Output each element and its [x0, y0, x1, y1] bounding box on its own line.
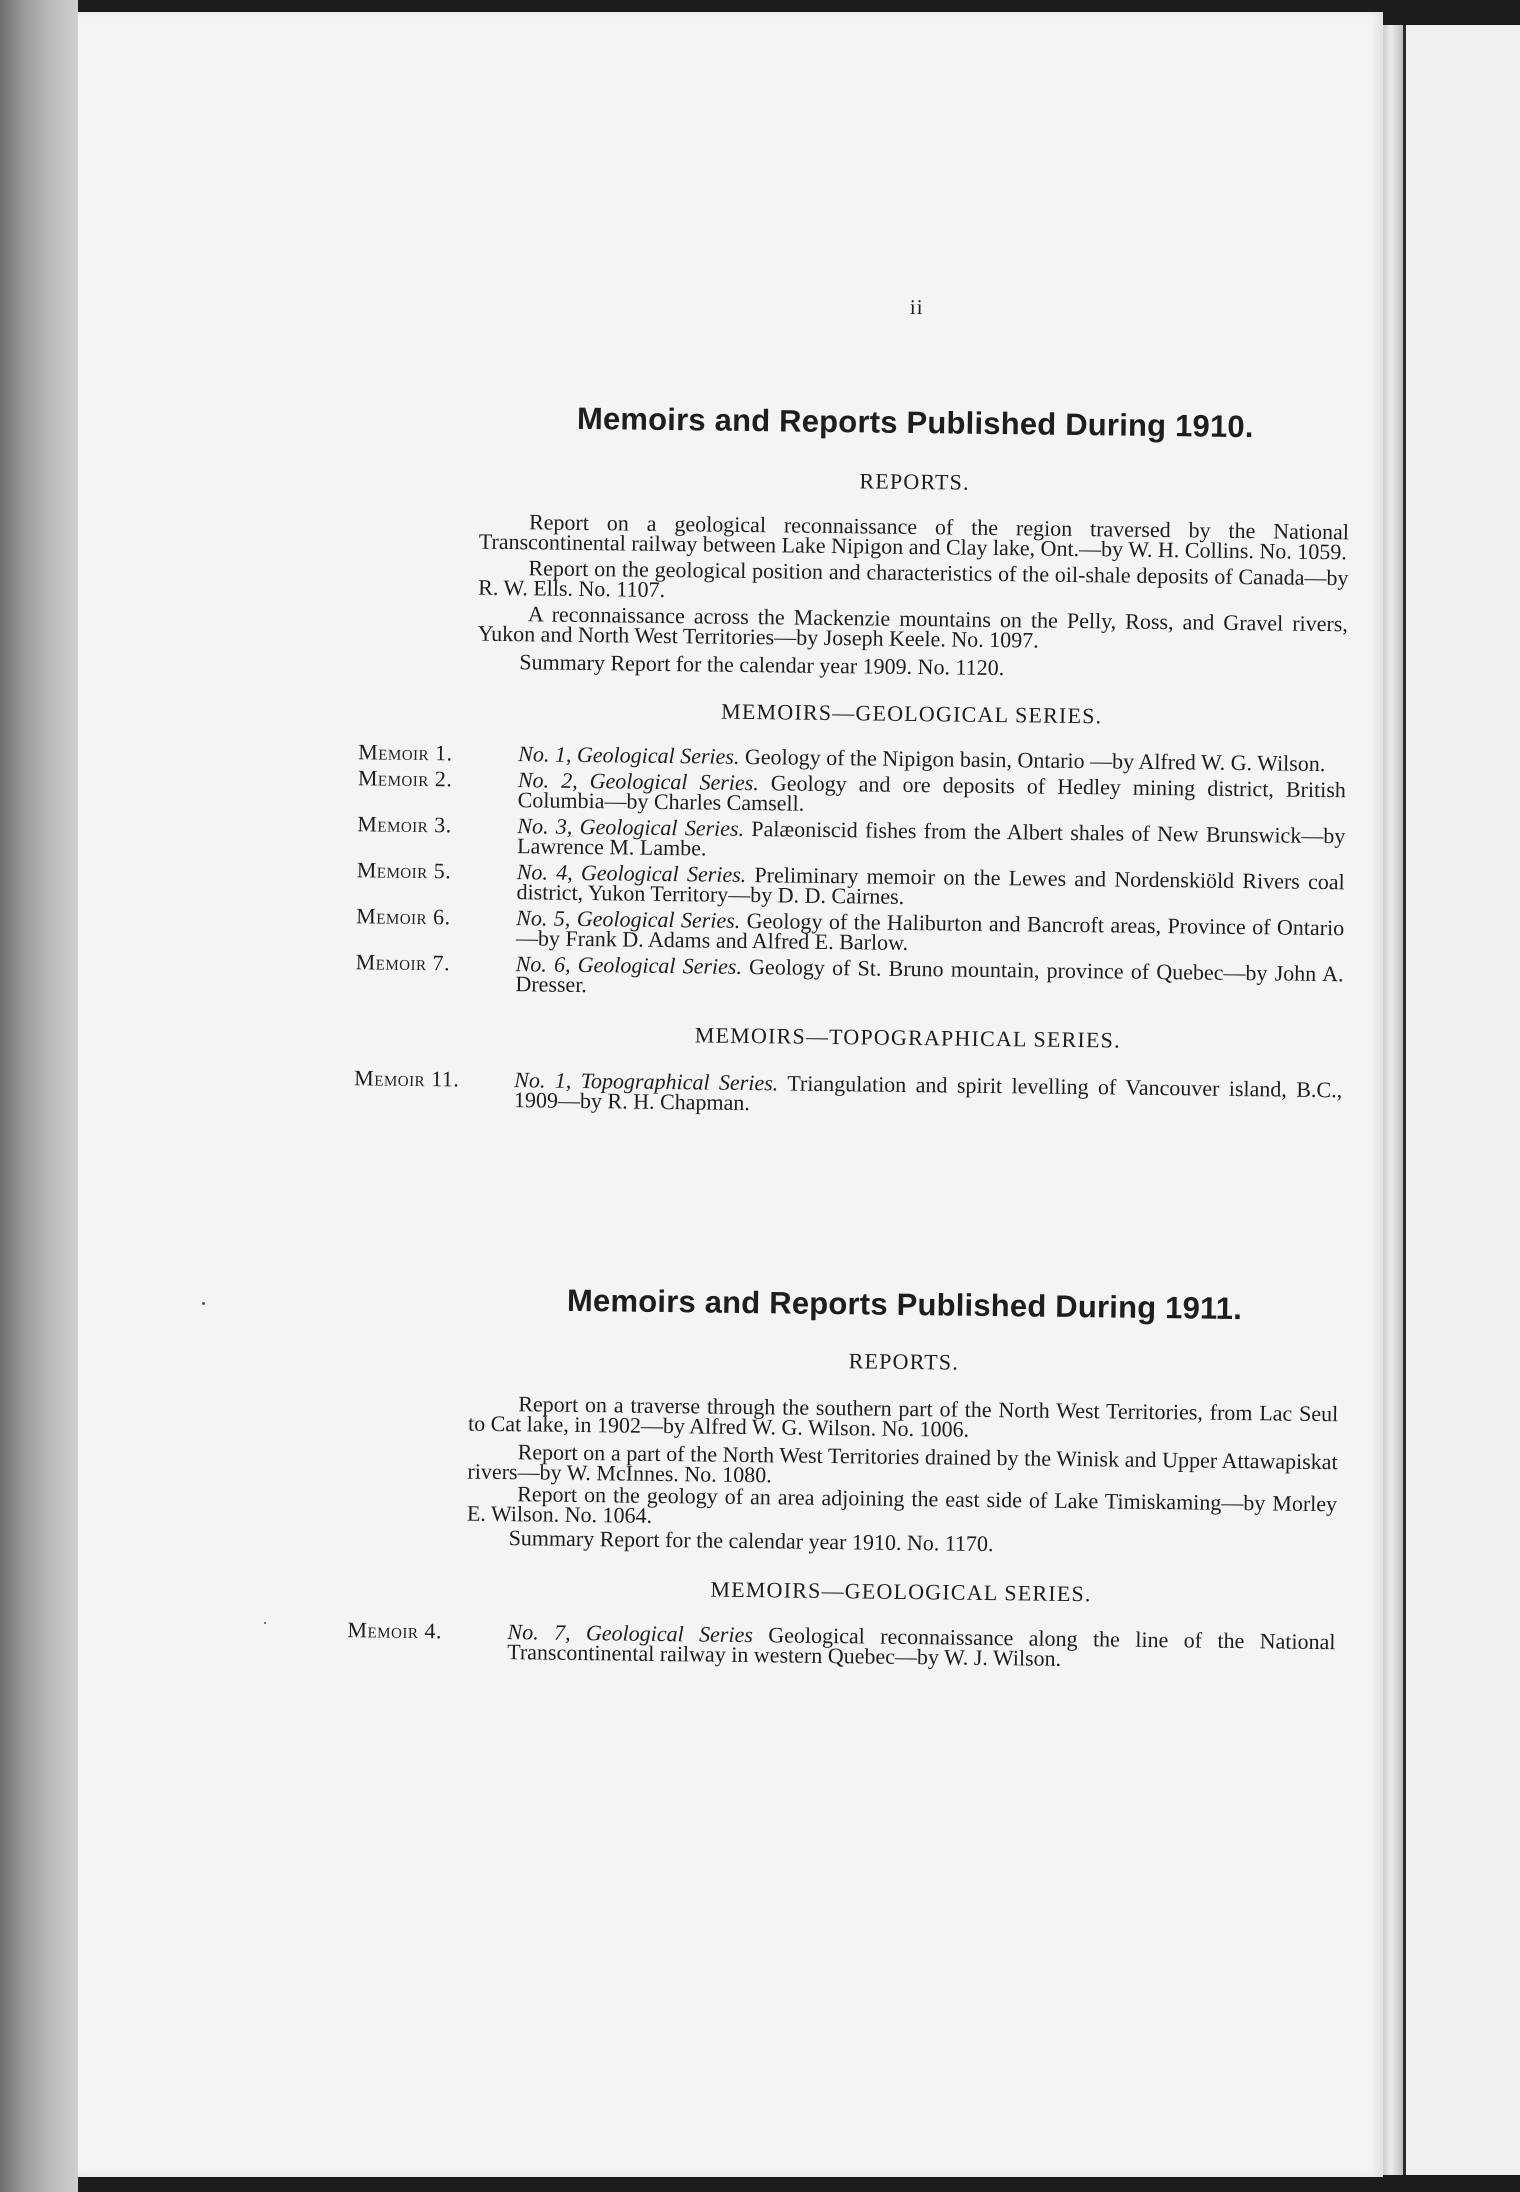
summary-report: Summary Report for the calendar year 1910. No. 1170.	[508, 1525, 994, 1557]
memoir-series: No. 5, Geological Series.	[516, 905, 741, 933]
memoir-description: Triangulation and spirit levelling of Vancouver island, B.C., 1909—by R. H. Chapman.	[513, 1070, 1343, 1116]
adjacent-page	[1403, 25, 1520, 2175]
reports-list-1910	[477, 509, 1350, 683]
memoir-number: 2.	[434, 766, 453, 792]
memoir-label: Memoir	[357, 765, 429, 792]
memoir-description: Geology and ore deposits of Hedley mining district, British Columbia—by Charles Camsell.	[517, 770, 1347, 816]
scan-speck	[264, 1622, 266, 1624]
report-entry: Report on a geological reconnaissance of the region traversed by the National Transcontinental railway between Lake Nipigon and Clay lake, Ont.—by W. H. Collins. No. 1059.	[478, 509, 1350, 565]
section-1910	[354, 400, 1351, 1121]
memoir-number: 6.	[432, 904, 451, 930]
topographical-memoirs-1910	[354, 1065, 1343, 1121]
memoir-entry	[356, 903, 1345, 959]
report-entry: Report on the geology of an area adjoining the east side of Lake Timiskaming—by Morley E. Wilson. No. 1064.	[466, 1481, 1338, 1528]
geological-series-title-1911: MEMOIRS—GEOLOGICAL SERIES.	[710, 1576, 1092, 1607]
memoir-description: Geological reconnaissance along the line of the National Transcontinental railway in western Quebec—by W. J. Wilson.	[507, 1622, 1336, 1671]
reports-title-1911: REPORTS.	[848, 1348, 960, 1375]
memoir-label: Memoir	[355, 949, 427, 976]
memoir-label: Memoir	[347, 1617, 419, 1644]
memoir-label: Memoir	[357, 811, 429, 838]
memoir-number: 11.	[431, 1066, 460, 1092]
memoir-description: Geology of St. Bruno mountain, province of Quebec—by John A. Dresser.	[515, 954, 1344, 998]
memoir-label: Memoir	[356, 903, 428, 930]
geological-memoirs-1911	[347, 1617, 1336, 1673]
memoir-series: No. 3, Geological Series.	[517, 813, 745, 841]
report-entry: Report on the geological position and characteristics of the oil-shale deposits of Canada—by R. W. Ells. No. 1107.	[478, 555, 1349, 602]
memoir-number: 7.	[432, 950, 451, 976]
memoir-number: 4.	[424, 1618, 443, 1644]
book-page	[78, 12, 1383, 2177]
report-entry: A reconnaissance across the Mackenzie mountains on the Pelly, Ross, and Gravel rivers, Yukon and North West Territories—by Joseph Keele. No. 1097.	[477, 601, 1349, 653]
memoir-series: No. 1, Geological Series.	[518, 741, 740, 769]
memoir-series: No. 6, Geological Series.	[515, 951, 743, 979]
section-heading-1910: Memoirs and Reports Published During 1910.	[576, 400, 1254, 445]
memoir-series: No. 1, Topographical Series.	[514, 1067, 779, 1096]
memoir-series: No. 2, Geological Series.	[517, 767, 759, 796]
section-1911	[347, 1282, 1340, 1673]
memoir-description: Preliminary memoir on the Lewes and Nordenskiöld Rivers coal district, Yukon Territory—by D. D. Cairnes.	[516, 862, 1345, 909]
reports-list-1911	[466, 1391, 1339, 1559]
geological-series-title-1910: MEMOIRS—GEOLOGICAL SERIES.	[721, 698, 1103, 729]
report-entry: Report on a part of the North West Territories drained by the Winisk and Upper Attawapiskat rivers—by W. McInnes. No. 1080.	[467, 1439, 1338, 1488]
memoir-entry	[354, 1065, 1343, 1121]
memoir-series: No. 7, Geological Series	[507, 1619, 754, 1648]
memoir-description: Geology of the Nipigon basin, Ontario —by Alfred W. G. Wilson.	[744, 743, 1326, 777]
memoir-series: No. 4, Geological Series.	[516, 859, 747, 887]
memoir-entry	[355, 949, 1344, 1005]
summary-report: Summary Report for the calendar year 1909. No. 1120.	[519, 649, 1005, 681]
memoir-label: Memoir	[356, 857, 428, 884]
page-number: ii	[909, 294, 924, 320]
memoir-entry	[357, 811, 1346, 867]
memoir-number: 1.	[434, 740, 453, 766]
geological-memoirs-1910	[355, 739, 1347, 1005]
scan-speck	[202, 1302, 205, 1305]
memoir-number: 3.	[434, 812, 452, 838]
page-content	[347, 7, 1355, 1671]
memoir-entry	[357, 765, 1347, 821]
memoir-label: Memoir	[354, 1065, 426, 1092]
memoir-entry	[356, 857, 1345, 913]
reports-title-1910: REPORTS.	[859, 468, 970, 495]
section-heading-1911: Memoirs and Reports Published During 1911.	[566, 1282, 1243, 1327]
memoir-description: Geology of the Haliburton and Bancroft areas, Province of Ontario—by Frank D. Adams and Alfred E. Barlow.	[515, 907, 1345, 955]
memoir-description: Palæoniscid fishes from the Albert shales of New Brunswick—by Lawrence M. Lambe.	[516, 816, 1346, 861]
book-spine-edge	[0, 0, 78, 2192]
page-edge	[1383, 25, 1403, 2175]
memoir-entry	[347, 1617, 1336, 1673]
memoir-label: Memoir	[358, 739, 430, 766]
topographical-series-title-1910: MEMOIRS—TOPOGRAPHICAL SERIES.	[694, 1022, 1121, 1053]
memoir-number: 5.	[433, 858, 452, 884]
report-entry: Report on a traverse through the southern part of the North West Territories, from Lac Seul to Cat lake, in 1902—by Alfred W. G. Wilson. No. 1006.	[467, 1391, 1339, 1442]
